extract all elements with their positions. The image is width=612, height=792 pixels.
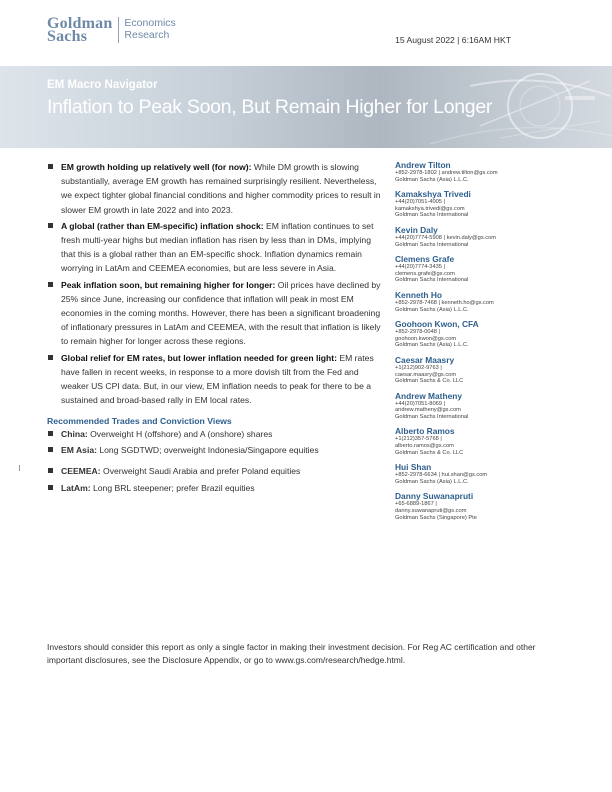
recommendation-item — [47, 444, 382, 456]
author-name[interactable]: Hui Shan — [395, 462, 432, 473]
author-card — [395, 355, 570, 385]
recommendation-region: EM Asia: — [61, 445, 97, 455]
bullet-square-icon — [48, 468, 53, 473]
logo-division-line-1: Economics — [124, 17, 176, 29]
author-contact[interactable]: +852-2978-1802 | andrew.tilton@gs.com — [395, 170, 498, 176]
author-card — [395, 319, 570, 349]
goldman-sachs-logo — [47, 17, 176, 43]
key-point — [47, 219, 382, 276]
author-card — [395, 290, 570, 313]
author-email[interactable]: andrew.matheny@gs.com — [395, 407, 461, 414]
author-card — [395, 160, 570, 183]
author-name[interactable]: Kamakshya Trivedi — [395, 189, 471, 200]
author-entity: Goldman Sachs International — [395, 413, 469, 420]
author-name[interactable]: Danny Suwanapruti — [395, 491, 474, 502]
logo-wordmark — [47, 17, 112, 43]
report-date: 15 August 2022 | 6:16AM HKT — [395, 35, 511, 45]
author-phone: +1(212)902-9763 | — [395, 364, 442, 371]
author-entity: Goldman Sachs International — [395, 241, 469, 248]
bullet-square-icon — [48, 164, 53, 169]
recommendation-text: Overweight Saudi Arabia and prefer Poland equities — [100, 466, 301, 476]
author-name[interactable]: Kenneth Ho — [395, 289, 442, 300]
author-entity: Goldman Sachs & Co. LLC — [395, 449, 464, 456]
recommendation-region: LatAm: — [61, 483, 91, 493]
key-point — [47, 278, 382, 349]
recommendations-list — [47, 428, 382, 494]
key-point — [47, 160, 382, 217]
bullet-square-icon — [48, 282, 53, 287]
logo-division — [124, 17, 175, 41]
bullet-square-icon — [48, 447, 53, 452]
report-series: EM Macro Navigator — [47, 79, 158, 91]
author-email[interactable]: kamakshya.trivedi@gs.com — [395, 205, 465, 212]
key-point-text: EM rates have fallen in recent weeks, in response to a more dovish tilt from the Fed and weaker US CPI data. But, in our view, EM inflation needs to peak for there to be a sustained and broad-based rally in EM local rates. — [61, 352, 374, 406]
recommendation-text: Long BRL steepener; prefer Brazil equities — [90, 483, 255, 493]
recommendations-title: Recommended Trades and Conviction Views — [47, 416, 232, 426]
author-phone: +65-6889-1867 | — [395, 501, 437, 508]
disclosure-footer: Investors should consider this report as only a single factor in making their investment decision. For Reg AC certification and other important disclosures, see the Disclosure Appendix, or go to www.gs.com/research/hedge.html. — [47, 642, 536, 665]
margin-mark — [19, 465, 20, 471]
logo-line-1: Goldman — [47, 15, 113, 32]
recommendation-region: China: — [61, 429, 88, 439]
key-points-list — [47, 160, 382, 409]
recommendation-item — [47, 482, 382, 494]
author-email[interactable]: goohoon.kwon@gs.com — [395, 335, 457, 342]
key-point — [47, 351, 382, 408]
author-name[interactable]: Goohoon Kwon, CFA — [395, 319, 479, 330]
author-entity: Goldman Sachs International — [395, 277, 469, 284]
author-email[interactable]: caesar.maasry@gs.com — [395, 371, 457, 378]
author-name[interactable]: Alberto Ramos — [395, 426, 455, 437]
bullet-square-icon — [48, 223, 53, 228]
key-point-text: Oil prices have declined by 25% since June, increasing our confidence that inflation will peak in most EM economies in the coming months. However, there has been a significant broadening of inflationary pressures in LatAm and CEEMEA, with the result that inflation is likely to remain higher for longer across these regions. — [61, 279, 381, 347]
author-entity: Goldman Sachs (Asia) L.L.C. — [395, 306, 469, 313]
author-card — [395, 225, 570, 248]
author-card — [395, 462, 570, 485]
author-card — [395, 426, 570, 456]
author-card — [395, 491, 570, 521]
author-contact[interactable]: +852-2978-7468 | kenneth.ho@gs.com — [395, 299, 494, 306]
author-entity: Goldman Sachs (Asia) L.L.C. — [395, 478, 469, 485]
author-card — [395, 391, 570, 421]
recommendation-item — [47, 428, 382, 440]
author-entity: Goldman Sachs (Singapore) Pte — [395, 514, 477, 521]
author-email[interactable]: clemens.grafe@gs.com — [395, 270, 455, 277]
key-point-heading: A global (rather than EM-specific) inflation shock: — [61, 220, 264, 231]
author-card — [395, 254, 570, 284]
recommendation-text: Long SGDTWD; overweight Indonesia/Singapore equities — [96, 445, 319, 455]
logo-divider — [118, 17, 119, 43]
author-card — [395, 189, 570, 219]
bullet-square-icon — [48, 431, 53, 436]
recommendation-item — [47, 465, 382, 477]
recommendation-text: Overweight H (offshore) and A (onshore) shares — [87, 429, 273, 439]
author-entity: Goldman Sachs (Asia) L.L.C. — [395, 176, 469, 183]
author-entity: Goldman Sachs (Asia) L.L.C. — [395, 342, 469, 349]
author-phone: +1(212)357-5768 | — [395, 436, 442, 443]
author-phone: +852-2978-0048 | — [395, 329, 440, 336]
key-point-text: EM inflation continues to set fresh multi-year highs but median inflation has risen by less than in DMs, implying that this is a global rather than an EM-specific shock. Inflation dynamics remain worrying in LatAm and CEEMEA economies, but are less severe in Asia. — [61, 220, 374, 274]
key-point-text: While DM growth is slowing substantially, average EM growth has remained surprisingly resilient. Nevertheless, we expect tighter global financial conditions and higher commodity prices to result in slower EM growth in late 2022 and into 2023. — [61, 162, 381, 215]
report-title: Inflation to Peak Soon, But Remain Higher for Longer — [47, 96, 493, 118]
author-phone: +44(20)7051-4005 | — [395, 199, 446, 206]
bullet-square-icon — [48, 485, 53, 490]
author-entity: Goldman Sachs & Co. LLC — [395, 378, 464, 385]
author-name[interactable]: Clemens Grafe — [395, 254, 455, 265]
author-phone: +44(20)7051-8069 | — [395, 400, 446, 407]
logo-line-2: Sachs — [47, 28, 88, 45]
author-contact[interactable]: +852-2978-6634 | hui.shan@gs.com — [395, 472, 488, 479]
author-name[interactable]: Andrew Matheny — [395, 390, 463, 401]
key-point-heading: EM growth holding up relatively well (for now): — [61, 162, 252, 172]
author-entity: Goldman Sachs International — [395, 212, 469, 219]
author-email[interactable]: danny.suwanapruti@gs.com — [395, 508, 467, 515]
authors-sidebar — [395, 160, 570, 527]
bullet-square-icon — [48, 355, 53, 360]
author-email[interactable]: alberto.ramos@gs.com — [395, 443, 454, 450]
author-name[interactable]: Kevin Daly — [395, 224, 438, 235]
title-banner — [0, 66, 612, 148]
logo-division-line-2: Research — [124, 29, 170, 41]
author-name[interactable]: Andrew Tilton — [395, 160, 451, 170]
recommendation-region: CEEMEA: — [61, 466, 101, 476]
key-point-heading: Peak inflation soon, but remaining higher for longer: — [61, 279, 276, 290]
author-phone: +44(20)7774-3435 | — [395, 264, 446, 271]
author-contact[interactable]: +44(20)7774-5908 | kevin.daly@gs.com — [395, 234, 496, 241]
author-name[interactable]: Caesar Maasry — [395, 354, 455, 365]
key-point-heading: Global relief for EM rates, but lower inflation needed for green light: — [61, 352, 337, 363]
